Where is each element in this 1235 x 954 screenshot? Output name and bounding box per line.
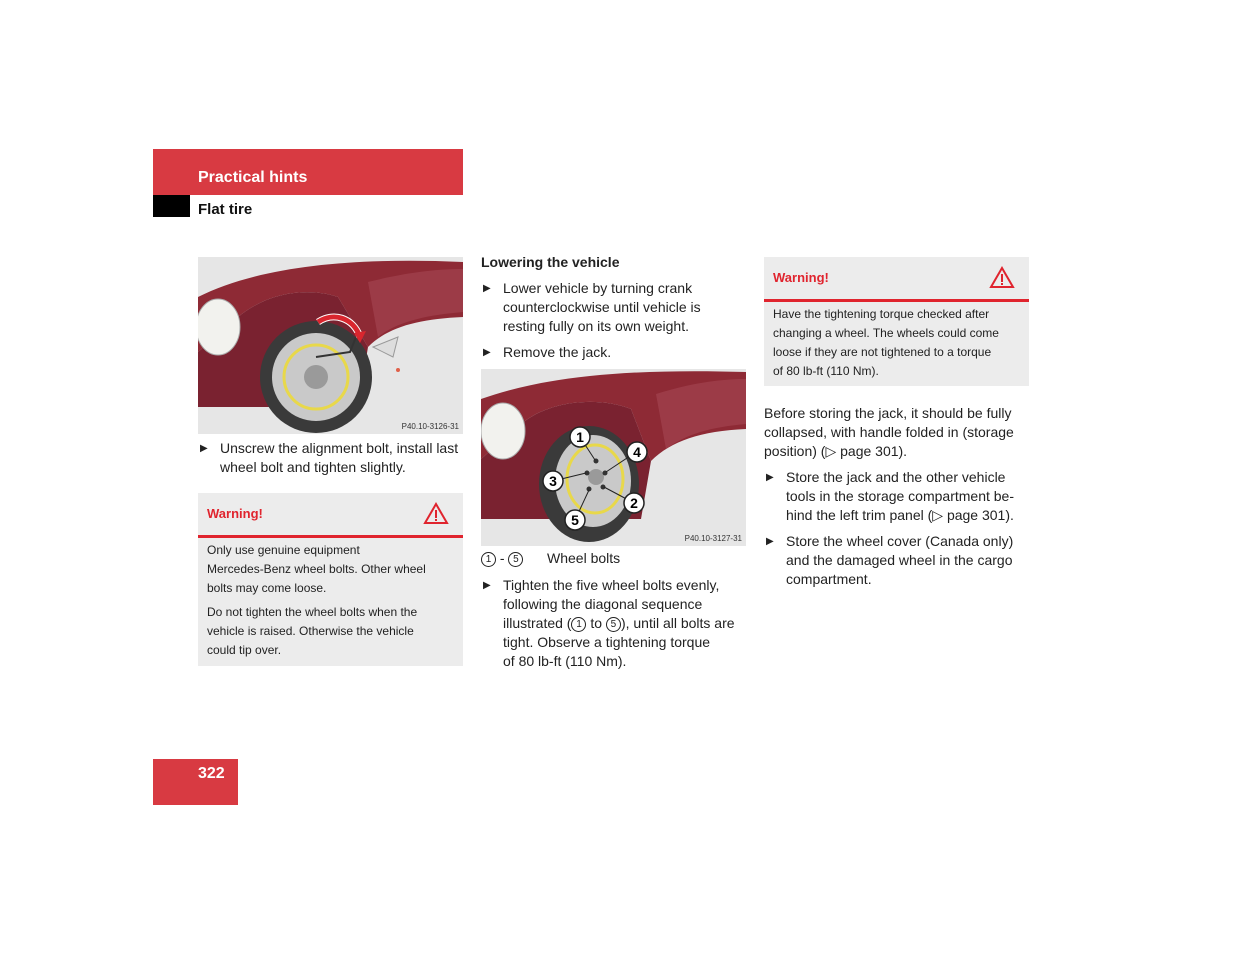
- callout-number: 4: [633, 444, 641, 460]
- callout-number: 1: [576, 429, 584, 445]
- text-line: changing a wheel. The wheels could come: [773, 326, 999, 340]
- callout-5: [565, 510, 585, 530]
- text-fragment: to: [586, 615, 606, 631]
- text-line: could tip over.: [207, 643, 282, 657]
- text-line: compartment.: [786, 571, 872, 587]
- text-line: Mercedes-Benz wheel bolts. Other wheel: [207, 562, 426, 576]
- figure-code: P40.10-3126-31: [401, 422, 459, 431]
- text-line: hind the left trim panel (▷ page 301).: [786, 507, 1014, 523]
- legend-dash: -: [499, 550, 505, 566]
- instruction-tighten-bolts: [503, 576, 748, 671]
- bullet-icon: ▶: [483, 283, 491, 294]
- text-line: of 80 lb-ft (110 Nm).: [503, 653, 627, 669]
- text-line: tight. Observe a tightening torque: [503, 634, 711, 650]
- callout-number: 3: [549, 473, 557, 489]
- inline-callout-number: 5: [606, 617, 621, 632]
- wheel-bolt-drawing: [481, 369, 746, 546]
- text-line: Lower vehicle by turning crank: [503, 280, 693, 296]
- text-line: wheel bolt and tighten slightly.: [220, 459, 406, 475]
- text-line: vehicle is raised. Otherwise the vehicle: [207, 624, 414, 638]
- page-number: 322: [198, 765, 225, 782]
- text-fragment: ), until all bolts are: [620, 615, 735, 631]
- text-line: Do not tighten the wheel bolts when the: [207, 605, 418, 619]
- text-line: resting fully on its own weight.: [503, 318, 689, 334]
- text-line: and the damaged wheel in the cargo: [786, 552, 1013, 568]
- instruction-store-jack: [786, 468, 1031, 525]
- callout-3: [543, 471, 563, 491]
- text-line: Store the wheel cover (Canada only): [786, 533, 1014, 549]
- text-line: tools in the storage compartment be-: [786, 488, 1015, 504]
- bullet-icon: ▶: [483, 347, 491, 358]
- figure-code: P40.10-3127-31: [684, 534, 742, 543]
- subsection-marker: [153, 195, 190, 217]
- section-title: Practical hints: [198, 169, 308, 186]
- text-fragment: illustrated (: [503, 615, 572, 631]
- callout-number: 2: [630, 495, 638, 511]
- subsection-title: Flat tire: [198, 201, 253, 218]
- warning-header: [764, 257, 1029, 302]
- warning-paragraph: [207, 603, 455, 660]
- legend-number: 5: [508, 552, 523, 567]
- bullet-icon: ▶: [766, 536, 774, 547]
- text-line: Tighten the five wheel bolts evenly,: [503, 577, 720, 593]
- alignment-bolt-illustration: [198, 257, 463, 434]
- text-line: position) (▷ page 301).: [764, 443, 908, 459]
- instruction-remove-jack: Remove the jack.: [503, 344, 612, 360]
- text-line: Store the jack and the other vehicle: [786, 469, 1006, 485]
- warning-label: Warning!: [773, 270, 829, 285]
- text-line: [503, 614, 748, 633]
- callout-number: 5: [571, 512, 579, 528]
- warning-box-torque: [764, 257, 1029, 386]
- legend-label: Wheel bolts: [547, 550, 621, 566]
- text-line: counterclockwise until vehicle is: [503, 299, 701, 315]
- warning-paragraph: [773, 305, 1021, 381]
- storing-jack-paragraph: [764, 404, 1029, 461]
- callout-1: [570, 427, 590, 447]
- callout-legend: [481, 549, 523, 568]
- text-line: Only use genuine equipment: [207, 543, 360, 557]
- warning-box-wheel-bolts: [198, 493, 463, 666]
- wheel-bolt-sequence-illustration: [481, 369, 746, 546]
- car-wheel-jack-drawing: [198, 257, 463, 434]
- instruction-lower-vehicle: [503, 279, 748, 336]
- text-line: Have the tightening torque checked after: [773, 307, 990, 321]
- text-line: Unscrew the alignment bolt, install last: [220, 440, 459, 456]
- legend-number: 1: [481, 552, 496, 567]
- text-line: of 80 lb-ft (110 Nm).: [773, 364, 879, 378]
- page-number-box: [153, 759, 238, 805]
- bullet-icon: ▶: [483, 580, 491, 591]
- warning-label: Warning!: [207, 506, 263, 521]
- text-line: collapsed, with handle folded in (storage: [764, 424, 1014, 440]
- bullet-icon: ▶: [766, 472, 774, 483]
- text-line: loose if they are not tightened to a torque: [773, 345, 992, 359]
- warning-header: [198, 493, 463, 538]
- callout-2: [624, 493, 644, 513]
- instruction-store-wheel-cover: [786, 532, 1031, 589]
- text-line: Before storing the jack, it should be fully: [764, 405, 1012, 421]
- warning-triangle-icon: [423, 502, 449, 525]
- warning-paragraph: [207, 541, 455, 598]
- text-line: bolts may come loose.: [207, 581, 327, 595]
- inline-callout-number: 1: [571, 617, 586, 632]
- instruction-unscrew-alignment-bolt: [220, 439, 465, 477]
- lowering-vehicle-heading: Lowering the vehicle: [481, 254, 620, 270]
- text-line: following the diagonal sequence: [503, 596, 703, 612]
- bullet-icon: ▶: [200, 443, 208, 454]
- warning-triangle-icon: [989, 266, 1015, 289]
- callout-4: [627, 442, 647, 462]
